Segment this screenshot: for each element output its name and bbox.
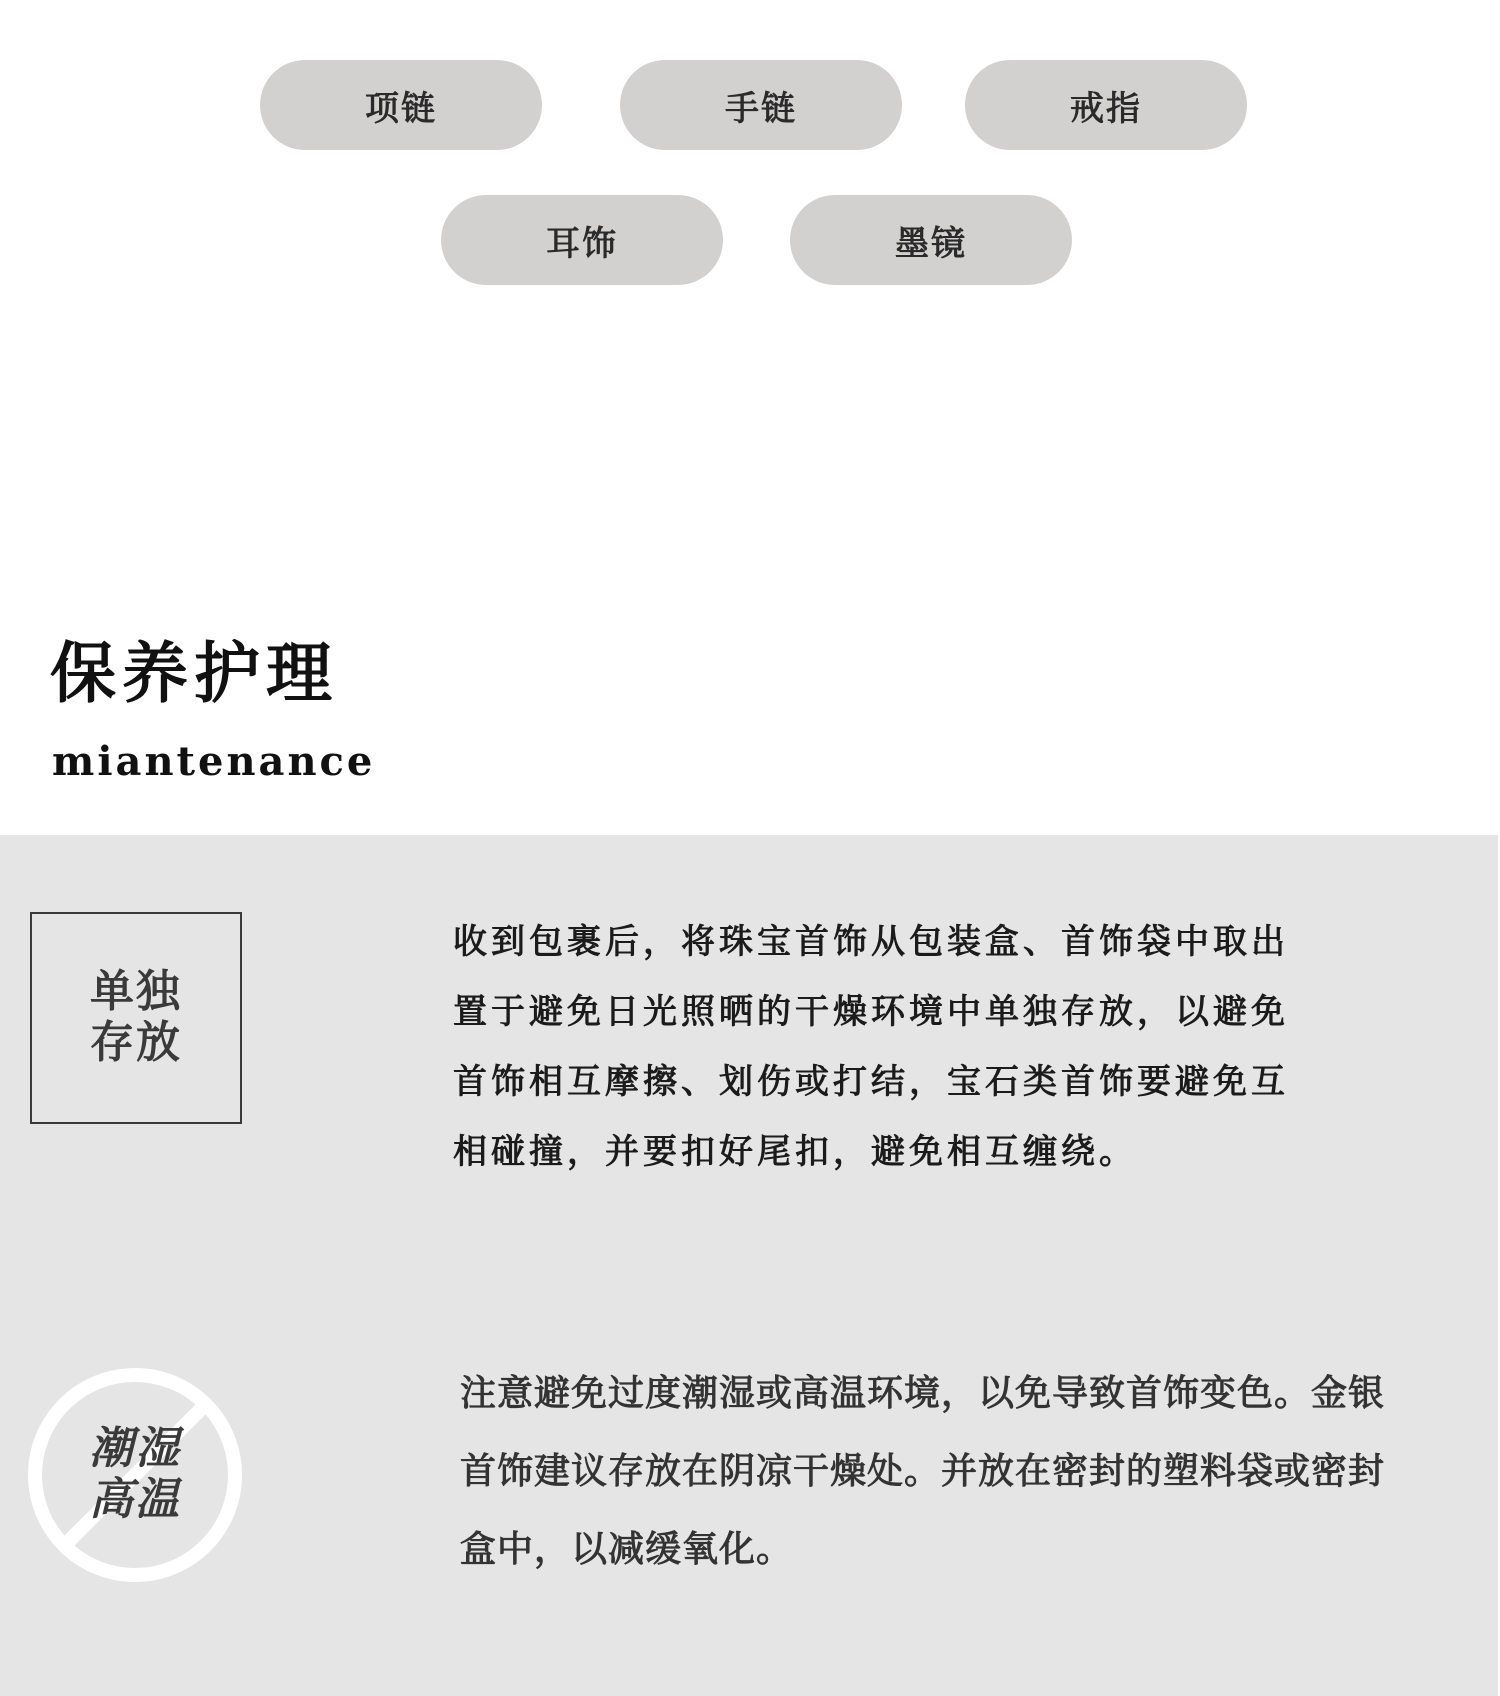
badge-line: 存放 — [90, 1017, 182, 1068]
badge-line: 单独 — [90, 966, 182, 1018]
care-panel — [0, 835, 1498, 1696]
badge-line: 潮湿 — [89, 1423, 181, 1475]
humidity-heat-badge — [25, 1365, 245, 1585]
care-text-humidity-heat: 注意避免过度潮湿或高温环境，以免导致首饰变色。金银首饰建议存放在阴凉干燥处。并放在密封的塑料袋或密封盒中，以减缓氧化。 — [460, 1373, 1386, 1570]
category-pill-necklace[interactable] — [260, 60, 542, 150]
category-pill-label: 项链 — [365, 88, 437, 129]
category-pill-ring[interactable] — [965, 60, 1247, 150]
category-pill-earrings[interactable] — [441, 195, 723, 285]
category-pill-sunglasses[interactable] — [790, 195, 1072, 285]
category-pill-label: 墨镜 — [895, 223, 967, 264]
category-pill-label: 耳饰 — [546, 223, 618, 264]
badge-line: 高温 — [89, 1474, 181, 1525]
separate-storage-badge — [30, 912, 242, 1124]
category-pill-bracelet[interactable] — [620, 60, 902, 150]
care-text-separate-storage: 收到包裹后，将珠宝首饰从包装盒、首饰袋中取出置于避免日光照晒的干燥环境中单独存放，以避免首饰相互摩擦、划伤或打结，宝石类首饰要避免互相碰撞，并要扣好尾扣，避免相互缠绕。 — [453, 922, 1289, 1172]
category-pill-label: 手链 — [725, 88, 797, 129]
section-subtitle: miantenance — [52, 738, 376, 785]
section-title: 保养护理 — [50, 634, 338, 712]
category-pill-label: 戒指 — [1070, 88, 1142, 129]
